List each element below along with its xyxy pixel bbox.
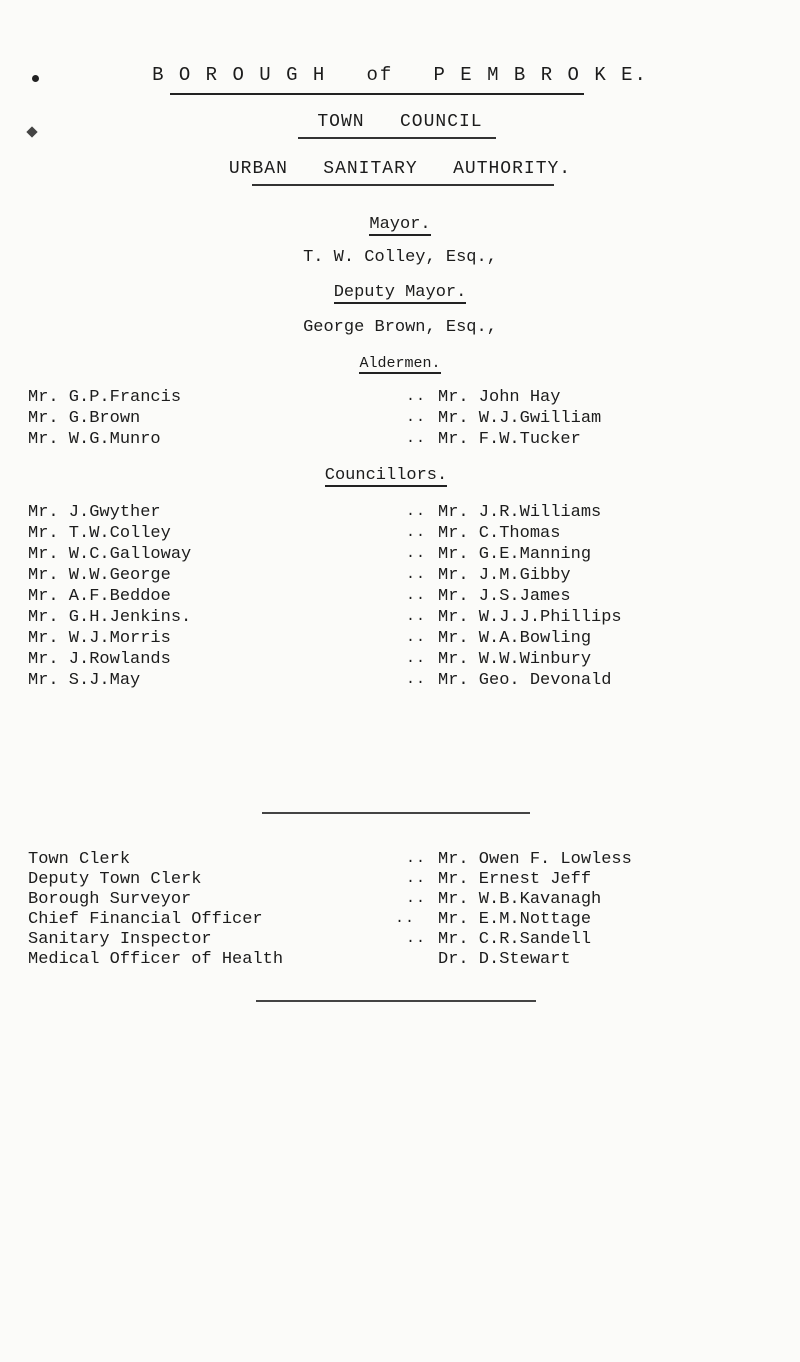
separator-dots: .. [406,650,427,667]
divider [252,184,554,186]
mayor-name: T. W. Colley, Esq., [303,248,497,267]
authority-title: URBAN SANITARY AUTHORITY. [228,159,572,179]
councillor-name: Mr. G.H.Jenkins. [28,608,192,627]
separator-dots: .. [406,671,427,688]
divider [256,1000,536,1002]
separator-dots: .. [406,430,427,447]
councillor-name: Mr. J.Gwyther [28,503,161,522]
separator-dots: .. [406,930,427,947]
alderman-name: Mr. G.P.Francis [28,388,182,407]
councillor-name: Mr. W.J.Morris [28,629,171,648]
borough-title: B O R O U G H of P E M B R O K E. [152,64,648,86]
councillor-name: Mr. Geo. Devonald [438,671,612,690]
mayor-heading: Mayor. [369,215,431,234]
officer-name: Mr. Owen F. Lowless [438,850,632,869]
officer-title: Chief Financial Officer [28,910,263,929]
alderman-name: Mr. F.W.Tucker [438,430,581,449]
councillor-name: Mr. G.E.Manning [438,545,592,564]
councillor-name: Mr. S.J.May [28,671,141,690]
alderman-name: Mr. G.Brown [28,409,141,428]
separator-dots: .. [406,608,427,625]
councillor-name: Mr. W.A.Bowling [438,629,592,648]
separator-dots: .. [406,870,427,887]
divider [298,137,496,139]
separator-dots: .. [406,890,427,907]
separator-dots: .. [406,524,427,541]
councillor-name: Mr. J.M.Gibby [438,566,571,585]
officer-title: Deputy Town Clerk [28,870,202,889]
councillor-name: Mr. A.F.Beddoe [28,587,171,606]
alderman-name: Mr. W.G.Munro [28,430,161,449]
separator-dots: .. [406,388,427,405]
councillors-heading: Councillors. [324,466,448,485]
officer-title: Borough Surveyor [28,890,192,909]
aldermen-heading: Aldermen. [359,355,441,372]
separator-dots: .. [406,629,427,646]
councillor-name: Mr. W.C.Galloway [28,545,192,564]
separator-dots: .. [406,409,427,426]
separator-dots: .. [406,503,427,520]
officer-name: Mr. Ernest Jeff [438,870,592,889]
officer-name: Mr. E.M.Nottage [438,910,592,929]
separator-dots: .. [406,545,427,562]
alderman-name: Mr. John Hay [438,388,561,407]
divider [170,93,584,95]
separator-dots: .. [395,910,416,927]
divider [262,812,530,814]
councillor-name: Mr. W.W.George [28,566,171,585]
councillor-name: Mr. T.W.Colley [28,524,171,543]
officer-name: Mr. C.R.Sandell [438,930,592,949]
separator-dots: .. [406,566,427,583]
councillor-name: Mr. J.Rowlands [28,650,171,669]
councillor-name: Mr. J.S.James [438,587,571,606]
councillor-name: Mr. J.R.Williams [438,503,602,522]
officer-title: Medical Officer of Health [28,950,284,969]
alderman-name: Mr. W.J.Gwilliam [438,409,602,428]
councillor-name: Mr. C.Thomas [438,524,561,543]
officer-title: Sanitary Inspector [28,930,212,949]
officer-name: Mr. W.B.Kavanagh [438,890,602,909]
councillor-name: Mr. W.W.Winbury [438,650,592,669]
officer-name: Dr. D.Stewart [438,950,571,969]
officer-title: Town Clerk [28,850,131,869]
separator-dots: .. [406,850,427,867]
deputy-mayor-name: George Brown, Esq., [303,318,497,337]
councillor-name: Mr. W.J.J.Phillips [438,608,622,627]
separator-dots: .. [406,587,427,604]
council-title: TOWN COUNCIL [317,112,483,132]
deputy-mayor-heading: Deputy Mayor. [333,283,467,302]
